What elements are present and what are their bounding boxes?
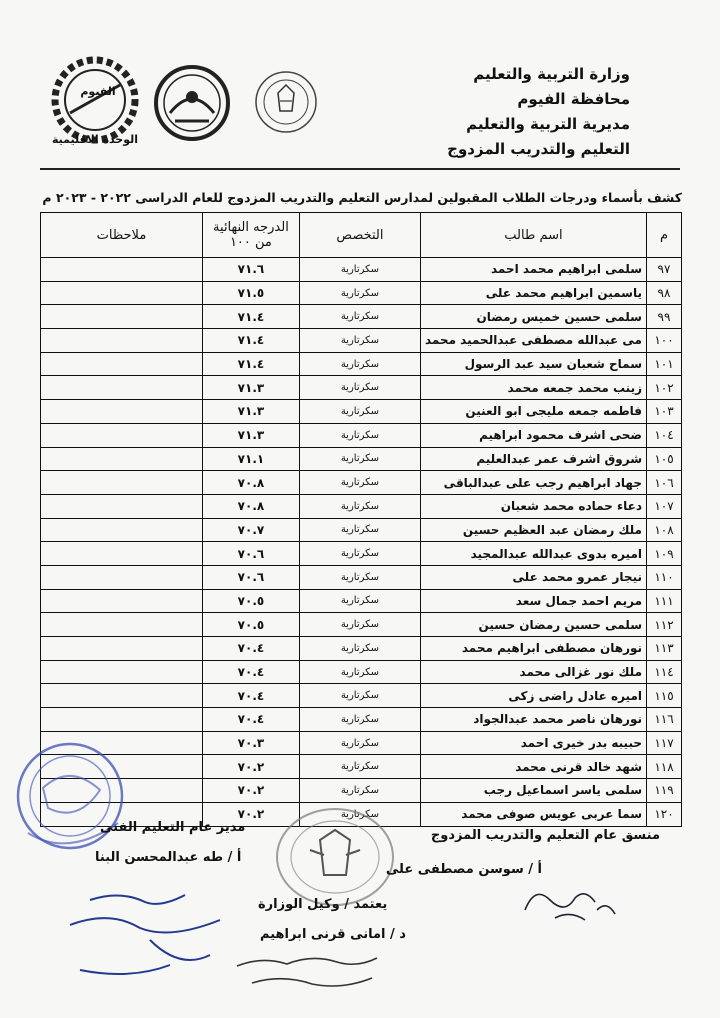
cell-specialization: سكرتارية: [299, 329, 420, 353]
cell-grade: ٧٠.٤: [202, 708, 299, 732]
cell-notes: [41, 589, 203, 613]
cell-grade: ٧٠.٥: [202, 613, 299, 637]
cell-specialization: سكرتارية: [299, 281, 420, 305]
cell-student-name: فاطمه جمعه مليجى ابو العنين: [420, 400, 646, 424]
document-title: كشف بأسماء ودرجات الطلاب المقبولين لمدارس التعليم والتدريب المزدوج للعام الدراسى ٢٠٢٢ - ٢٠٢٣ م: [42, 190, 682, 205]
cell-specialization: سكرتارية: [299, 613, 420, 637]
cell-student-name: شروق اشرف عمر عبدالعليم: [420, 447, 646, 471]
cell-specialization: سكرتارية: [299, 684, 420, 708]
column-header-name: اسم طالب: [420, 213, 646, 258]
table-row: [41, 471, 682, 495]
cell-specialization: سكرتارية: [299, 258, 420, 282]
ministry-header: [447, 62, 630, 162]
cell-specialization: سكرتارية: [299, 518, 420, 542]
cell-student-name: سلمى ياسر اسماعيل رجب: [420, 779, 646, 803]
cell-specialization: سكرتارية: [299, 305, 420, 329]
column-header-grade: [202, 213, 299, 258]
cell-grade: ٧٠.٢: [202, 802, 299, 826]
table-row: [41, 684, 682, 708]
cell-specialization: سكرتارية: [299, 731, 420, 755]
cell-student-name: سلمى ابراهيم محمد احمد: [420, 258, 646, 282]
cell-number: ١٠٤: [647, 423, 682, 447]
table-row: [41, 329, 682, 353]
cell-number: ١١٤: [647, 660, 682, 684]
cell-specialization: سكرتارية: [299, 802, 420, 826]
table-row: [41, 542, 682, 566]
regional-unit-label: الوحدة الاقليمية: [51, 133, 139, 146]
cell-notes: [41, 423, 203, 447]
cell-grade: ٧١.٦: [202, 258, 299, 282]
stamp-left-icon: [8, 728, 138, 868]
cell-notes: [41, 565, 203, 589]
cell-specialization: سكرتارية: [299, 376, 420, 400]
cell-student-name: مى عبدالله مصطفى عبدالحميد محمد: [420, 329, 646, 353]
cell-student-name: مريم احمد جمال سعد: [420, 589, 646, 613]
table-row: [41, 376, 682, 400]
cell-grade: ٧٠.٤: [202, 637, 299, 661]
table-row: [41, 352, 682, 376]
table-header-row: [41, 213, 682, 258]
cell-number: ١٠٩: [647, 542, 682, 566]
header-divider: [40, 168, 680, 170]
cell-student-name: سماح شعبان سيد عبد الرسول: [420, 352, 646, 376]
cell-number: ١١٦: [647, 708, 682, 732]
cell-grade: ٧١.٣: [202, 423, 299, 447]
cell-grade: ٧٠.٦: [202, 565, 299, 589]
fayoum-unit-logo-icon: [52, 60, 138, 146]
table-row: [41, 494, 682, 518]
table-row: [41, 447, 682, 471]
cell-number: ١٠٥: [647, 447, 682, 471]
cell-student-name: اميره بدوى عبدالله عبدالمجيد: [420, 542, 646, 566]
cell-grade: ٧١.٤: [202, 329, 299, 353]
cell-notes: [41, 684, 203, 708]
cell-student-name: سلمى حسين رمضان حسين: [420, 613, 646, 637]
cell-specialization: سكرتارية: [299, 542, 420, 566]
cell-student-name: ضحى اشرف محمود ابراهيم: [420, 423, 646, 447]
table-row: [41, 423, 682, 447]
cell-number: ١١٥: [647, 684, 682, 708]
cell-notes: [41, 542, 203, 566]
cell-grade: ٧٠.٣: [202, 731, 299, 755]
table-row: [41, 660, 682, 684]
cell-number: ٩٧: [647, 258, 682, 282]
cell-grade: ٧١.٤: [202, 305, 299, 329]
cell-specialization: سكرتارية: [299, 755, 420, 779]
cell-number: ٩٩: [647, 305, 682, 329]
cell-student-name: نيجار عمرو محمد على: [420, 565, 646, 589]
cell-number: ١٠٢: [647, 376, 682, 400]
table-row: [41, 613, 682, 637]
cell-notes: [41, 305, 203, 329]
header-line-program: التعليم والتدريب المزدوج: [447, 140, 630, 158]
cell-grade: ٧١.٥: [202, 281, 299, 305]
coordinator-signature-icon: [515, 880, 625, 925]
cell-notes: [41, 637, 203, 661]
column-header-notes: ملاحظات: [41, 213, 203, 258]
table-row: [41, 281, 682, 305]
table-row: [41, 258, 682, 282]
approval-name: د / امانى قرنى ابراهيم: [260, 927, 406, 942]
cell-number: ١١٠: [647, 565, 682, 589]
cell-specialization: سكرتارية: [299, 660, 420, 684]
cell-grade: ٧٠.٢: [202, 755, 299, 779]
cell-specialization: سكرتارية: [299, 423, 420, 447]
cell-number: ٩٨: [647, 281, 682, 305]
cell-number: ١٠٦: [647, 471, 682, 495]
table-row: [41, 305, 682, 329]
cell-number: ١٠٠: [647, 329, 682, 353]
table-row: [41, 565, 682, 589]
cell-specialization: سكرتارية: [299, 565, 420, 589]
cell-specialization: سكرتارية: [299, 494, 420, 518]
cell-specialization: سكرتارية: [299, 447, 420, 471]
cell-specialization: سكرتارية: [299, 400, 420, 424]
cell-grade: ٧١.٤: [202, 352, 299, 376]
column-header-num: م: [647, 213, 682, 258]
cell-student-name: شهد خالد قرنى محمد: [420, 755, 646, 779]
column-header-specialization: التخصص: [299, 213, 420, 258]
cell-grade: ٧٠.٤: [202, 660, 299, 684]
cell-number: ١٠١: [647, 352, 682, 376]
cell-number: ١٢٠: [647, 802, 682, 826]
cell-grade: ٧٠.٥: [202, 589, 299, 613]
cell-student-name: سما عربى عويس صوفى محمد: [420, 802, 646, 826]
cell-notes: [41, 613, 203, 637]
column-header-grade-line2: من ١٠٠: [229, 235, 272, 250]
cell-number: ١١٧: [647, 731, 682, 755]
cell-notes: [41, 660, 203, 684]
cell-student-name: زينب محمد جمعه محمد: [420, 376, 646, 400]
cell-notes: [41, 329, 203, 353]
ministry-education-logo-icon: [256, 72, 316, 132]
cell-number: ١٠٧: [647, 494, 682, 518]
cell-number: ١١٣: [647, 637, 682, 661]
cell-number: ١٠٨: [647, 518, 682, 542]
cell-notes: [41, 447, 203, 471]
cell-student-name: جهاد ابراهيم رجب على عبدالباقى: [420, 471, 646, 495]
cell-notes: [41, 494, 203, 518]
cell-notes: [41, 376, 203, 400]
table-row: [41, 637, 682, 661]
directorate-logo-icon: [156, 67, 228, 139]
coordinator-title: منسق عام التعليم والتدريب المزدوج: [430, 828, 660, 843]
coordinator-name: أ / سوسن مصطفى على: [385, 862, 542, 877]
table-row: [41, 589, 682, 613]
cell-student-name: سلمى حسين خميس رمضان: [420, 305, 646, 329]
table-row: [41, 400, 682, 424]
header-line-ministry: وزارة التربية والتعليم: [473, 65, 630, 83]
cell-notes: [41, 518, 203, 542]
cell-grade: ٧٠.٦: [202, 542, 299, 566]
cell-specialization: سكرتارية: [299, 779, 420, 803]
column-header-grade-line1: الدرجه النهائية: [213, 220, 289, 235]
cell-student-name: ياسمين ابراهيم محمد على: [420, 281, 646, 305]
cell-specialization: سكرتارية: [299, 637, 420, 661]
cell-grade: ٧٠.٢: [202, 779, 299, 803]
cell-grade: ٧١.٣: [202, 400, 299, 424]
cell-number: ١١١: [647, 589, 682, 613]
cell-notes: [41, 281, 203, 305]
cell-student-name: حبيبه بدر خيرى احمد: [420, 731, 646, 755]
cell-specialization: سكرتارية: [299, 589, 420, 613]
approval-signature-icon: [232, 948, 382, 993]
approval-title: يعتمد / وكيل الوزارة: [258, 897, 388, 912]
director-title: مدير عام التعليم الفنى: [100, 820, 246, 835]
cell-specialization: سكرتارية: [299, 352, 420, 376]
cell-specialization: سكرتارية: [299, 708, 420, 732]
fayoum-unit-label: الفيوم: [80, 85, 116, 98]
cell-specialization: سكرتارية: [299, 471, 420, 495]
director-name: أ / طه عبدالمحسن البنا: [95, 850, 242, 865]
cell-student-name: ملك رمضان عبد العظيم حسين: [420, 518, 646, 542]
cell-grade: ٧٠.٨: [202, 471, 299, 495]
cell-grade: ٧٠.٤: [202, 684, 299, 708]
cell-number: ١٠٣: [647, 400, 682, 424]
cell-grade: ٧٠.٨: [202, 494, 299, 518]
cell-notes: [41, 352, 203, 376]
cell-grade: ٧٠.٧: [202, 518, 299, 542]
cell-number: ١١٢: [647, 613, 682, 637]
cell-student-name: ملك نور غزالى محمد: [420, 660, 646, 684]
cell-grade: ٧١.٣: [202, 376, 299, 400]
cell-student-name: نورهان مصطفى ابراهيم محمد: [420, 637, 646, 661]
cell-number: ١١٩: [647, 779, 682, 803]
cell-student-name: دعاء حماده محمد شعبان: [420, 494, 646, 518]
cell-notes: [41, 400, 203, 424]
cell-grade: ٧١.١: [202, 447, 299, 471]
header-line-directorate: مديرية التربية والتعليم: [466, 115, 630, 133]
cell-number: ١١٨: [647, 755, 682, 779]
cell-notes: [41, 471, 203, 495]
table-row: [41, 518, 682, 542]
header-line-governorate: محافظة الفيوم: [517, 90, 630, 108]
cell-student-name: اميره عادل راضى زكى: [420, 684, 646, 708]
header-logos: [40, 55, 340, 155]
cell-notes: [41, 258, 203, 282]
cell-student-name: نورهان ناصر محمد عبدالجواد: [420, 708, 646, 732]
director-signature-icon: [50, 880, 240, 990]
